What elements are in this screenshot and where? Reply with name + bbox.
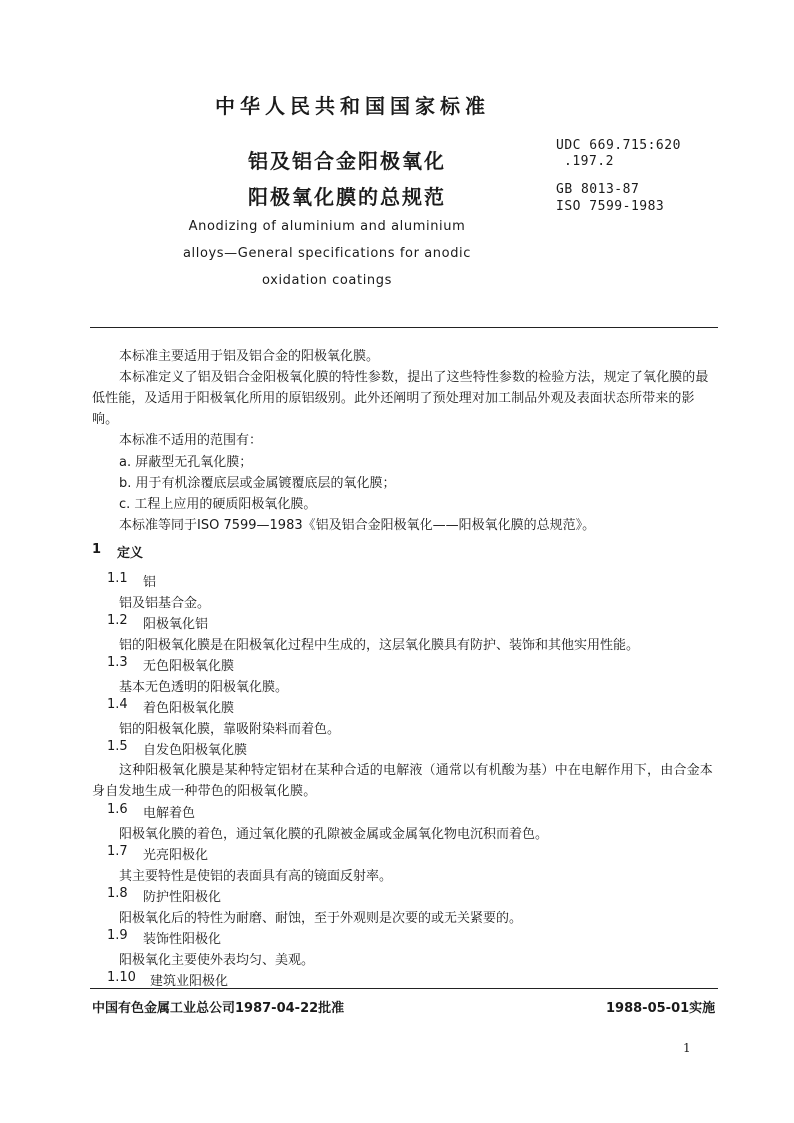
item-1-7-number: 1.7 [107, 844, 128, 859]
item-1-5-definition: 这种阳极氧化膜是某种特定铝材在某种合适的电解液（通常以有机酸为基）中在电解作用下，由合金本身自发地生成一种带色的阳极氧化膜。 [92, 763, 714, 799]
item-1-9-number: 1.9 [107, 928, 128, 943]
item-1-3-number: 1.3 [107, 655, 128, 670]
english-title-line-2: alloys—General specifications for anodic [182, 246, 472, 261]
item-1-9-definition: 阳极氧化主要使外表均匀、美观。 [119, 953, 315, 968]
item-1-6-number: 1.6 [107, 802, 128, 817]
item-1-9-term: 装饰性阳极化 [143, 932, 222, 947]
title-line-1: 铝及铝合金阳极氧化 [248, 149, 446, 173]
page-number: 1 [683, 1041, 691, 1055]
intro-paragraph-2: 本标准定义了铝及铝合金阳极氧化膜的特性参数，提出了这些特性参数的检验方法，规定了氧化膜的最低性能，及适用于阳极氧化所用的原铝级别。此外还阐明了预处理对加工制品外观及表面状态所带来的影响。 [92, 370, 709, 427]
item-1-7-definition: 其主要特性是使铝的表面具有高的镜面反射率。 [119, 869, 393, 884]
item-1-5-term: 自发色阳极氧化膜 [143, 743, 248, 758]
item-1-10-term: 建筑业阳极化 [150, 974, 229, 989]
scope-item-a: a. 屏蔽型无孔氧化膜； [119, 455, 253, 470]
item-1-4-definition: 铝的阳极氧化膜，靠吸附染料而着色。 [119, 722, 341, 737]
item-1-3-term: 无色阳极氧化膜 [143, 659, 235, 674]
gb-code: GB 8013-87 [556, 182, 640, 197]
section-1-title: 定义 [117, 546, 144, 561]
item-1-8-term: 防护性阳极化 [143, 890, 222, 905]
iso-code: ISO 7599-1983 [556, 199, 665, 214]
item-1-2-definition: 铝的阳极氧化膜是在阳极氧化过程中生成的，这层氧化膜具有防护、装饰和其他实用性能。 [119, 638, 640, 653]
item-1-6-definition: 阳极氧化膜的着色，通过氧化膜的孔隙被金属或金属氧化物电沉积而着色。 [119, 827, 549, 842]
footer-divider [90, 988, 718, 989]
approval-statement: 中国有色金属工业总公司1987-04-22批准 [92, 1001, 345, 1016]
item-1-2-term: 阳极氧化铝 [143, 617, 209, 632]
scope-item-c: c. 工程上应用的硬质阳极氧化膜。 [119, 497, 317, 512]
item-1-4-term: 着色阳极氧化膜 [143, 701, 235, 716]
item-1-1-number: 1.1 [107, 571, 128, 586]
implementation-date: 1988-05-01实施 [606, 1001, 716, 1016]
title-line-2: 阳极氧化膜的总规范 [248, 185, 446, 209]
english-title-line-1: Anodizing of aluminium and aluminium [188, 219, 466, 234]
item-1-8-definition: 阳极氧化后的特性为耐磨、耐蚀，至于外观则是次要的或无关紧要的。 [119, 911, 523, 926]
udc-code-line-2: .197.2 [564, 154, 614, 169]
standard-type-heading: 中华人民共和国国家标准 [215, 94, 490, 118]
english-title-line-3: oxidation coatings [262, 273, 392, 288]
intro-paragraph-3: 本标准不适用的范围有： [119, 433, 263, 448]
udc-code-line-1: UDC 669.715:620 [556, 138, 681, 153]
item-1-7-term: 光亮阳极化 [143, 848, 209, 863]
item-1-6-term: 电解着色 [143, 806, 196, 821]
item-1-1-term: 铝 [143, 575, 157, 590]
item-1-1-definition: 铝及铝基合金。 [119, 596, 211, 611]
section-1-number: 1 [92, 542, 102, 557]
intro-paragraph-1: 本标准主要适用于铝及铝合金的阳极氧化膜。 [119, 349, 380, 364]
intro-paragraph-4: 本标准等同于ISO 7599—1983《铝及铝合金阳极氧化——阳极氧化膜的总规范》。 [119, 518, 596, 533]
item-1-3-definition: 基本无色透明的阳极氧化膜。 [119, 680, 289, 695]
item-1-5-number: 1.5 [107, 739, 128, 754]
item-1-8-number: 1.8 [107, 886, 128, 901]
item-1-10-number: 1.10 [107, 970, 136, 985]
header-divider [90, 327, 718, 328]
item-1-2-number: 1.2 [107, 613, 128, 628]
scope-item-b: b. 用于有机涂覆底层或金属镀覆底层的氧化膜； [119, 476, 396, 491]
item-1-4-number: 1.4 [107, 697, 128, 712]
